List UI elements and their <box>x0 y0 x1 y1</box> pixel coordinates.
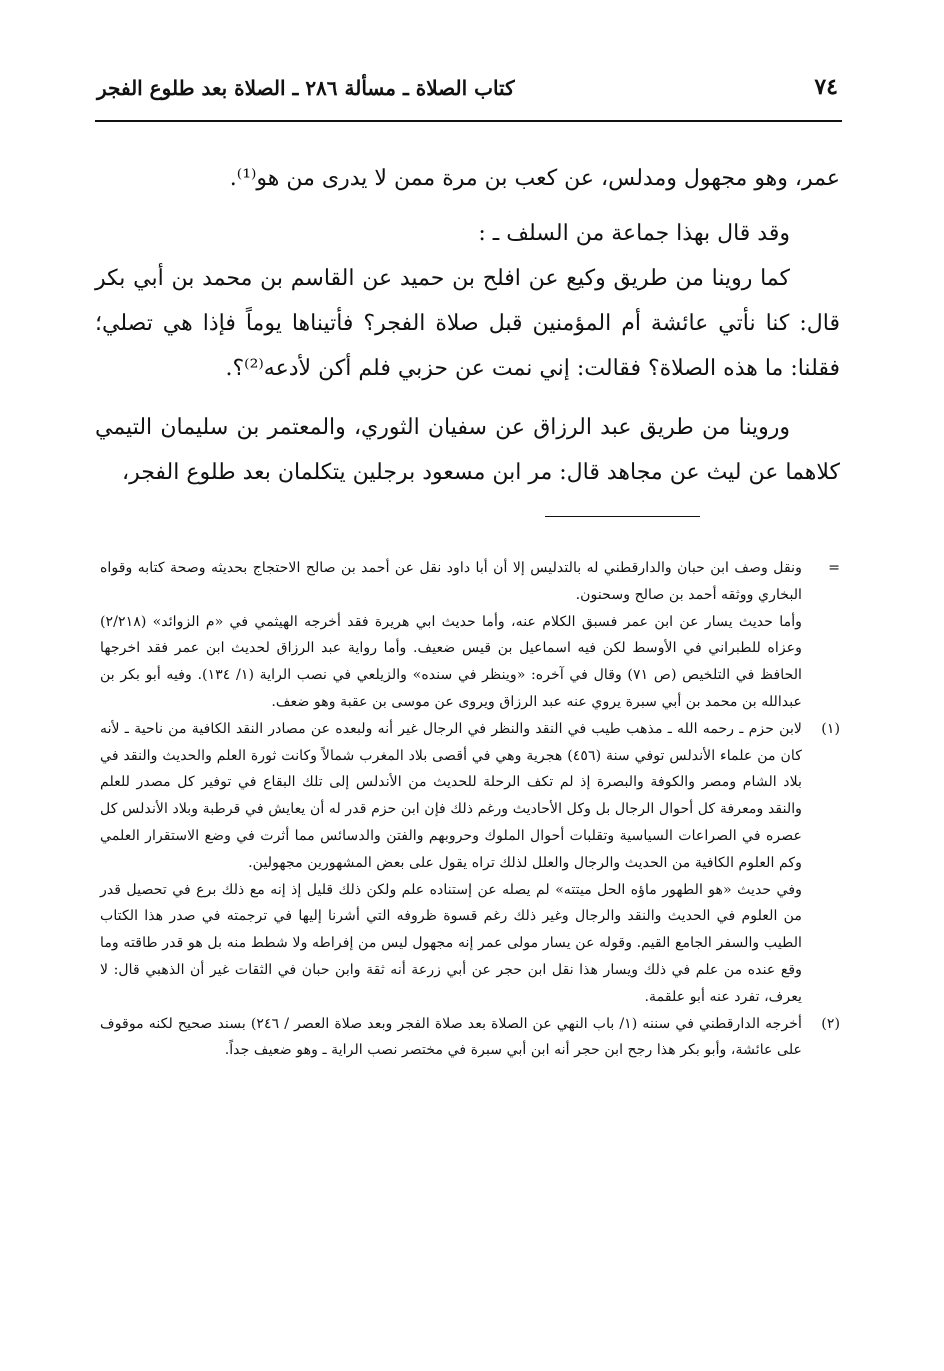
body-paragraph: كما روينا من طريق وكيع عن افلح بن حميد عن القاسم بن محمد بن أبي بكر قال: كنا نأتي عائشة أم المؤمنين قبل صلاة الفجر؟ فأتيناها يوماً فإذا هي تصلي؛ فقلنا: ما هذه الصلاة؟ فقالت: إني نمت عن حزبي فلم أكن لأدعه⁽²⁾؟. <box>95 266 840 381</box>
continuation-marker: = <box>828 560 840 576</box>
page-header <box>95 66 840 118</box>
body-paragraph: وقد قال بهذا جماعة من السلف ـ : <box>478 221 790 246</box>
footnote-separator <box>545 516 700 517</box>
footnote-marker: (١) <box>821 720 840 737</box>
body-paragraph: وروينا من طريق عبد الرزاق عن سفيان الثوري، والمعتمر بن سليمان التيمي كلاهما عن ليث عن مجاهد قال: مر ابن مسعود برجلين يتكلمان بعد طلوع الفجر، <box>95 415 840 485</box>
footnote-text: لابن حزم ـ رحمه الله ـ مذهب طيب في النقد والنظر في الرجال غير أنه ولبعده عن مصادر النقد الكافية من ناحية ـ لأنه كان من علماء الأندلس توفي سنة (٤٥٦) هجرية وهي في أقصى بلاد المغرب شمالاً وكانت ثورة العلم والحديث والنقد في بلاد الشام ومصر والكوفة والبصرة إذ لم تكف الرحلة للحديث من الأندلس إلى تلك البقاع في توفير كل مصدر للعلم والنقد ومعرفة كل أحوال الرجال بل وكل الأحاديث ورغم ذلك فإن ابن حزم قدر له أن يعايش في قرطبة وبلاد الأندلس كل عصره في الصراعات السياسية وتقلبات أحوال الملوك وحروبهم والفتن والدسائس مما أثرت في وضع الاستقرار العلمي وكم العلوم الكافية من الحديث والرجال والعلل لذلك تراه يقول على بعض المشهورين مجهولين. <box>100 720 802 871</box>
footnote-text: أخرجه الدارقطني في سننه (١/ باب النهي عن الصلاة بعد صلاة الفجر وبعد صلاة العصر / ٢٤٦) بسند صحيح لكنه موقوف على عائشة، وأبو بكر هذا رجح ابن حجر أنه ابن أبي سبرة في مختصر نصب الراية ـ وهو ضعيف جداً. <box>100 1015 802 1059</box>
footnote-text: ونقل وصف ابن حبان والدارقطني له بالتدليس إلا أن أبا داود نقل عن أحمد بن صالح الاحتجاج بحديثه وصحة كتابه وقواه البخاري ووثقه أحمد بن صالح وسحنون. <box>100 560 802 603</box>
page-number: ٧٤ <box>814 74 838 100</box>
footnote-2 <box>100 1011 840 1065</box>
header-rule <box>95 120 842 122</box>
footnote-marker: (٢) <box>821 1015 840 1032</box>
footnote-1 <box>100 716 840 877</box>
main-text <box>95 156 840 495</box>
footnote-paragraph: وفي حديث «هو الطهور ماؤه الحل ميتته» لم يصله عن إستناده علم ولكن ذلك قليل إذ إنه مع ذلك برع في تحصيل قدر من العلوم في الحديث والنقد والرجال وغير ذلك رغم قسوة ظروفه التي أشرنا إليها في ترجمته في صدر هذا الكتاب الطيب والسفر الجامع القيم. وقوله عن يسار مولى عمر إنه مجهول ليس من إفراطه ولا شطط منه بل هو قدر طاقته وما وقع عنده من علم في ذلك ويسار هذا نقل ابن حجر عن أبي زرعة أنه ثقة وابن حبان في الثقات غير أن الذهبي قال: لا يعرف، تفرد عنه أبو علقمة. <box>100 881 802 1005</box>
footnote-continuation <box>100 555 840 609</box>
running-title: كتاب الصلاة ـ مسألة ٢٨٦ ـ الصلاة بعد طلوع الفجر <box>97 76 515 100</box>
body-paragraph: عمر، وهو مجهول ومدلس، عن كعب بن مرة ممن لا يدرى من هو⁽¹⁾. <box>229 166 840 191</box>
footnote-paragraph: وأما حديث يسار عن ابن عمر فسبق الكلام عنه، وأما حديث ابي هريرة فقد أخرجه الهيثمي في «م الزوائد» (٢/٢١٨) وعزاه للطبراني في الأوسط لكن فيه اسماعيل بن قيس ضعيف. وأما رواية عبد الرزاق لحديث ابن عمر فقد اخرجها الحافظ في التلخيص (ص ٧١) وقال في آخره: «وينظر في سنده» والزيلعي في نصب الراية (١/ ١٣٤). وفيه أبو بكر بن عبدالله بن محمد بن أبي سبرة يروي عنه عبد الرزاق ويروى عن موسى بن عقبة وهو ضعف. <box>100 613 802 710</box>
footnotes <box>100 555 840 1064</box>
